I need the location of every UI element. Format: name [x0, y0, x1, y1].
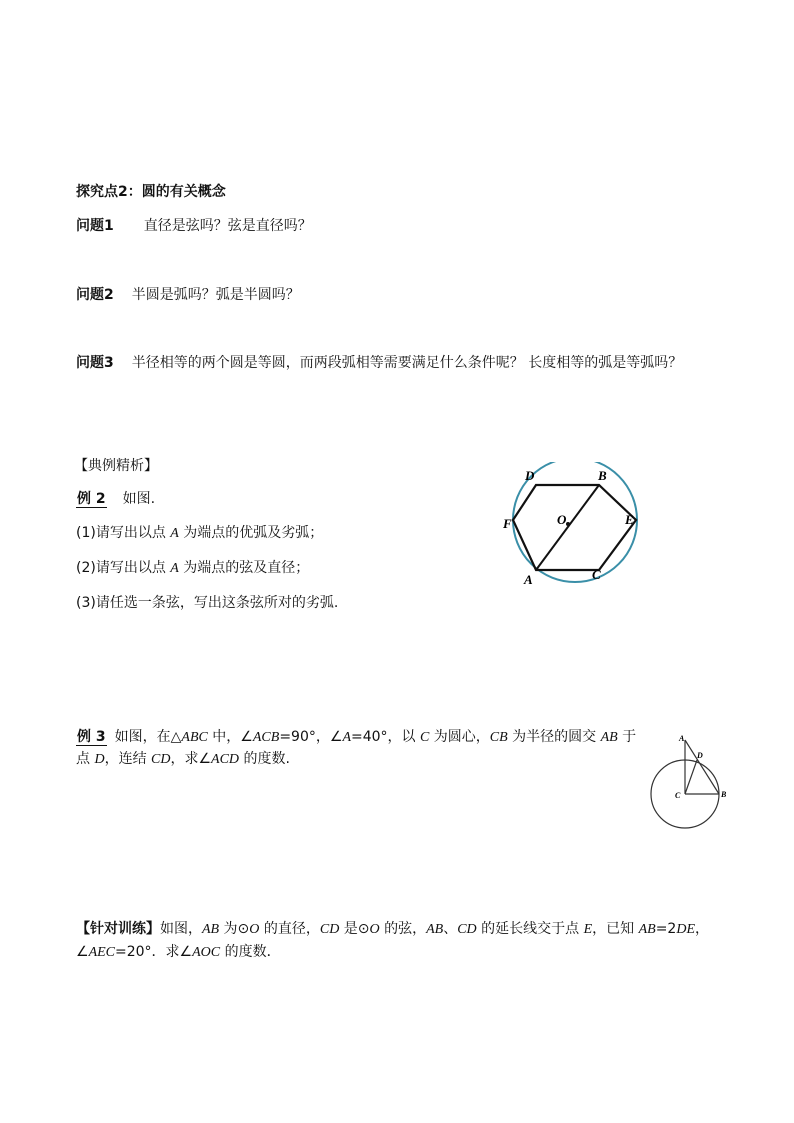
practice-text: 如图， [160, 921, 202, 937]
example-2-intro: 如图. [122, 491, 156, 507]
ex3-text: =90°，∠ [279, 729, 343, 745]
question-3 [76, 352, 682, 372]
example-2-header [76, 488, 155, 508]
ex3-var: CB [489, 730, 508, 745]
ex3-var: CD [151, 752, 171, 767]
question-2-text: 半圆是弧吗？弧是半圆吗？ [131, 287, 300, 303]
ex3-text: 中，∠ [207, 729, 253, 745]
question-3-label: 问题3 [76, 355, 114, 371]
section-title: 探究点2：圆的有关概念 [76, 184, 226, 200]
hexagon-circle-figure [495, 462, 655, 592]
question-3-text: 半径相等的两个圆是等圆，而两段弧相等需要满足什么条件呢？ 长度相等的弧是等弧吗？ [131, 355, 683, 371]
ex3-text: 的度数. [239, 751, 290, 767]
example-2-item-3-pre: (3)请任选一条弦，写出这条弦所对的劣弧. [76, 595, 339, 611]
practice-text: ，已知 [592, 921, 639, 937]
label-E: E [625, 512, 634, 527]
example-2-label: 例 2 [77, 491, 106, 507]
practice-var: DE [676, 922, 695, 937]
example-2-item-2-post: 为端点的弦及直径； [178, 560, 310, 576]
question-2-label: 问题2 [76, 287, 114, 303]
practice-var: O [369, 922, 380, 937]
label-A: A [524, 572, 533, 587]
practice-var: AOC [192, 945, 221, 960]
practice-text: =20°．求∠ [115, 944, 193, 960]
ex3-var: ACB [252, 730, 280, 745]
question-2 [76, 284, 300, 304]
example-2-item-1 [76, 522, 323, 542]
label-B: B [598, 468, 607, 483]
ex3-var: ABC [181, 730, 208, 745]
ex3-var: C [420, 730, 430, 745]
practice-text: ∠ [76, 944, 89, 960]
practice-line-1 [76, 918, 709, 938]
example-2-item-3 [76, 592, 338, 612]
practice-text: ， [695, 921, 709, 937]
example-3-line-2 [76, 748, 290, 768]
ex3-text: 为圆心， [429, 729, 490, 745]
triangle-circle-figure [645, 730, 745, 830]
practice-var: CD [457, 922, 477, 937]
ex3-var: D [94, 752, 105, 767]
label-D: D [697, 751, 703, 760]
example-2-item-1-pre: (1)请写出以点 [76, 525, 171, 541]
practice-text: 的延长线交于点 [476, 921, 584, 937]
example-2-item-2-pre: (2)请写出以点 [76, 560, 171, 576]
practice-text: =2 [655, 921, 677, 937]
label-C: C [675, 791, 681, 800]
question-1-label: 问题1 [76, 218, 114, 234]
practice-text: 的弦， [379, 921, 427, 937]
practice-text: 为⊙ [219, 921, 250, 937]
question-1-text: 直径是弦吗？弦是直径吗？ [143, 218, 312, 234]
ex3-text: 如图，在△ [114, 729, 182, 745]
example-2-item-1-var: A [170, 526, 179, 541]
segment-cd [685, 760, 697, 794]
practice-text: 的直径， [259, 921, 320, 937]
ex3-text: =40°，以 [351, 729, 420, 745]
diameter-ab [536, 485, 599, 570]
practice-var: AB [202, 922, 220, 937]
practice-label: 【针对训练】 [76, 921, 160, 937]
question-1 [76, 215, 312, 235]
practice-var: CD [319, 922, 340, 937]
practice-text: 、 [443, 921, 458, 937]
segment-ab [685, 740, 719, 794]
label-D: D [525, 468, 535, 483]
ex3-var: A [342, 730, 351, 745]
label-B: B [721, 790, 727, 799]
practice-text: 的度数． [220, 944, 281, 960]
practice-text: 是⊙ [339, 921, 370, 937]
hexagon [513, 485, 636, 570]
example-2-item-1-post: 为端点的优弧及劣弧； [178, 525, 324, 541]
practice-var: AEC [88, 945, 116, 960]
label-C: C [592, 567, 601, 582]
example-2-item-2 [76, 557, 309, 577]
label-F: F [503, 516, 512, 531]
ex3-text: 点 [76, 751, 95, 767]
ex3-text: ，连结 [104, 751, 152, 767]
ex3-var: ACD [211, 752, 240, 767]
label-O: O [557, 512, 567, 527]
practice-var: O [249, 922, 260, 937]
ex3-text: 于 [617, 729, 637, 745]
ex3-text: ，求∠ [170, 751, 212, 767]
label-A: A [679, 734, 685, 743]
example-2-item-2-var: A [170, 561, 179, 576]
practice-var: AB [638, 922, 656, 937]
ex3-text: 为半径的圆交 [507, 729, 601, 745]
practice-line-2 [76, 941, 281, 961]
example-3-line-1 [76, 726, 636, 746]
examples-heading: 【典例精析】 [74, 458, 158, 474]
example-3-label: 例 3 [77, 729, 106, 745]
ex3-var: AB [600, 730, 618, 745]
practice-var: AB [426, 922, 444, 937]
practice-var: E [583, 922, 593, 937]
center-point [566, 522, 570, 526]
